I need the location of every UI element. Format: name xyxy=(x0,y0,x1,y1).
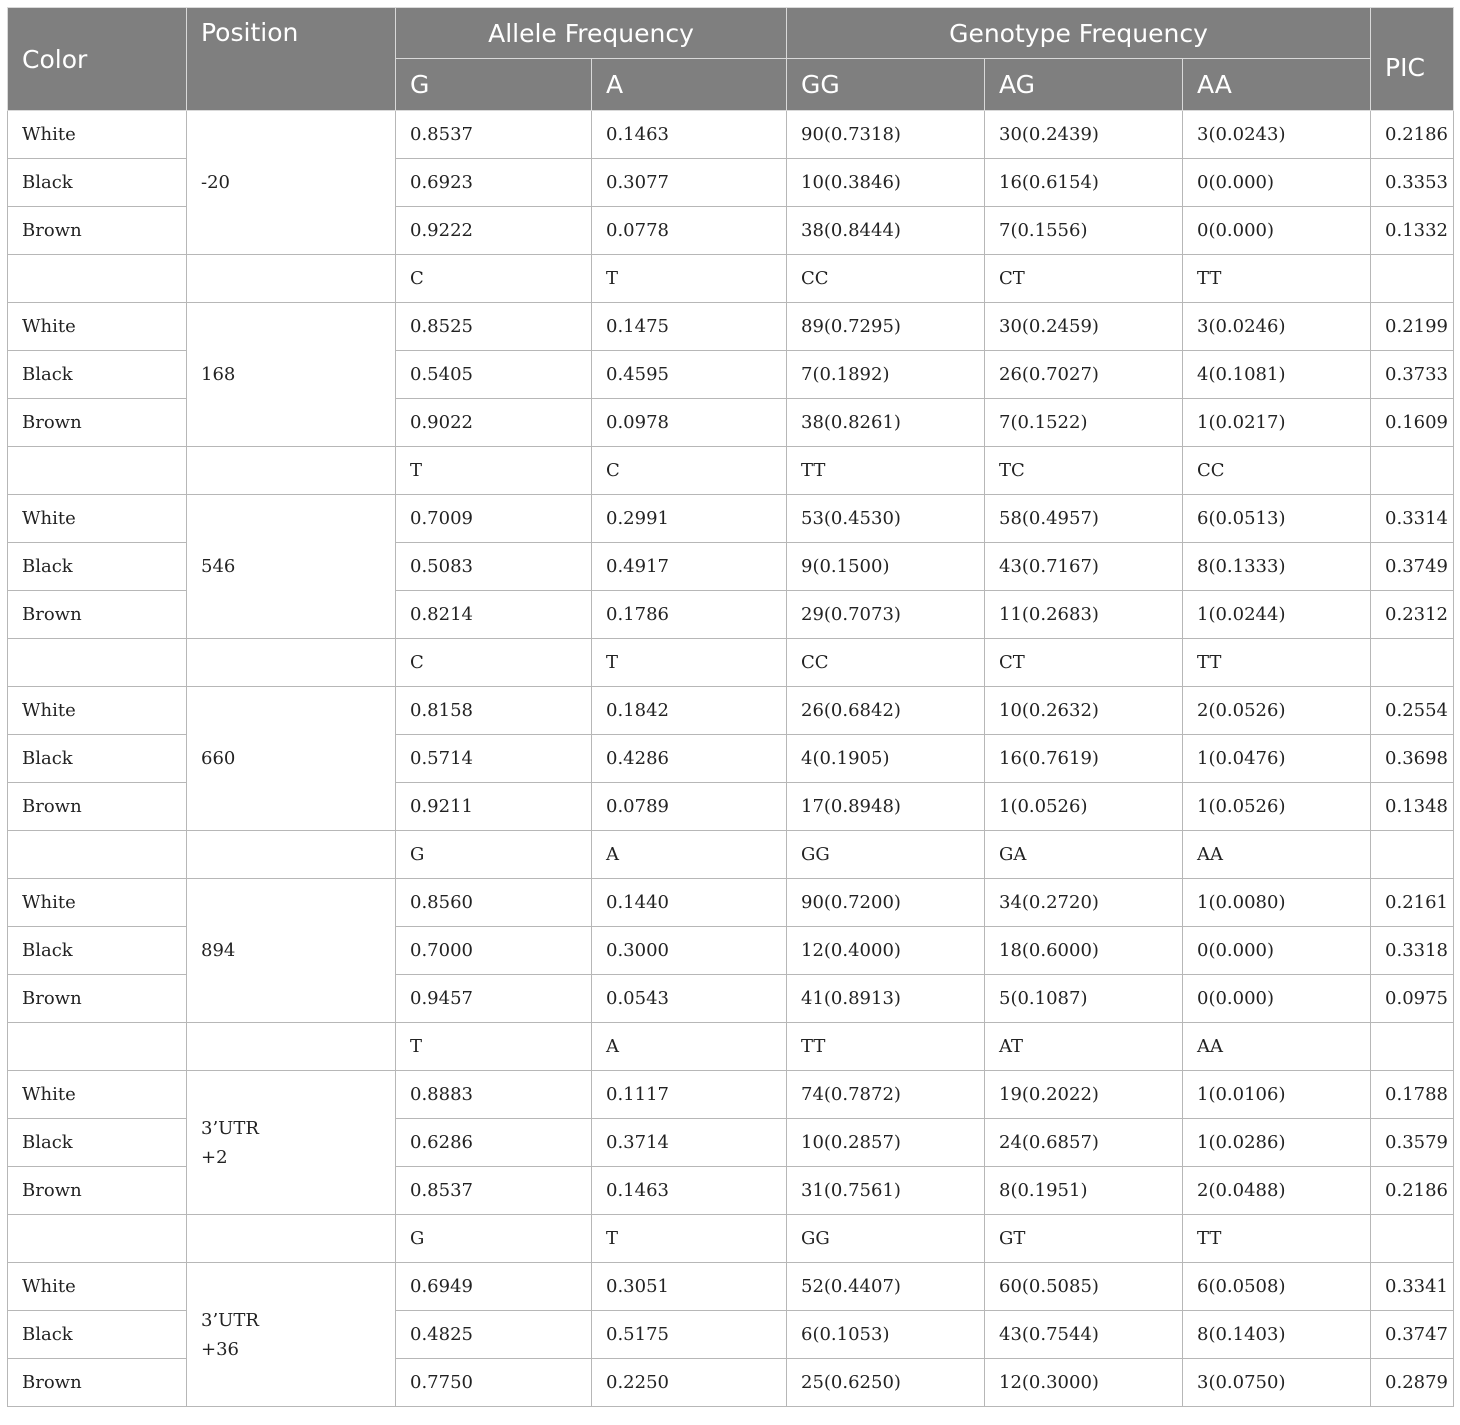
genotype-freq-1: 31(0.7561) xyxy=(787,1167,985,1215)
genotype-freq-3: 3(0.0246) xyxy=(1183,303,1371,351)
genotype-freq-1: 41(0.8913) xyxy=(787,975,985,1023)
allele-freq-1: 0.5405 xyxy=(396,351,592,399)
pic-cell: 0.2186 xyxy=(1371,1167,1454,1215)
genotype-freq-2: 11(0.2683) xyxy=(985,591,1183,639)
allele-label-g3: CC xyxy=(1183,447,1371,495)
color-cell: Black xyxy=(8,1119,187,1167)
color-cell: Brown xyxy=(8,1359,187,1407)
allele-freq-1: 0.7009 xyxy=(396,495,592,543)
genotype-freq-2: 58(0.4957) xyxy=(985,495,1183,543)
genotype-freq-1: 53(0.4530) xyxy=(787,495,985,543)
allele-label-g1: GG xyxy=(787,831,985,879)
allele-freq-1: 0.6286 xyxy=(396,1119,592,1167)
allele-label-g3: AA xyxy=(1183,1023,1371,1071)
pic-cell: 0.1348 xyxy=(1371,783,1454,831)
allele-freq-1: 0.8158 xyxy=(396,687,592,735)
table-row xyxy=(8,111,1454,159)
allele-freq-2: 0.4917 xyxy=(592,543,787,591)
pic-cell: 0.3749 xyxy=(1371,543,1454,591)
allele-label-g1: TT xyxy=(787,1023,985,1071)
color-cell: Brown xyxy=(8,783,187,831)
color-cell: White xyxy=(8,495,187,543)
snp-frequency-table xyxy=(7,7,1454,1407)
genotype-freq-1: 38(0.8261) xyxy=(787,399,985,447)
color-cell: Brown xyxy=(8,975,187,1023)
allele-freq-2: 0.3051 xyxy=(592,1263,787,1311)
genotype-freq-3: 0(0.000) xyxy=(1183,207,1371,255)
genotype-freq-2: 43(0.7167) xyxy=(985,543,1183,591)
genotype-freq-1: 38(0.8444) xyxy=(787,207,985,255)
allele-label-row xyxy=(8,1215,1454,1263)
header-genotype-2: AG xyxy=(985,59,1183,111)
genotype-freq-1: 10(0.3846) xyxy=(787,159,985,207)
allele-label-a1: G xyxy=(396,1215,592,1263)
genotype-freq-1: 6(0.1053) xyxy=(787,1311,985,1359)
allele-label-g2: TC xyxy=(985,447,1183,495)
genotype-freq-3: 1(0.0106) xyxy=(1183,1071,1371,1119)
allele-freq-2: 0.0789 xyxy=(592,783,787,831)
allele-freq-2: 0.5175 xyxy=(592,1311,787,1359)
genotype-freq-3: 0(0.000) xyxy=(1183,975,1371,1023)
allele-freq-2: 0.3000 xyxy=(592,927,787,975)
genotype-freq-1: 90(0.7200) xyxy=(787,879,985,927)
color-cell: Black xyxy=(8,1311,187,1359)
pic-cell: 0.2161 xyxy=(1371,879,1454,927)
empty-cell xyxy=(1371,255,1454,303)
genotype-freq-2: 16(0.7619) xyxy=(985,735,1183,783)
table-row xyxy=(8,303,1454,351)
allele-label-a1: G xyxy=(396,831,592,879)
allele-freq-1: 0.9022 xyxy=(396,399,592,447)
empty-cell xyxy=(1371,1215,1454,1263)
genotype-freq-1: 29(0.7073) xyxy=(787,591,985,639)
empty-cell xyxy=(187,255,396,303)
allele-label-g1: TT xyxy=(787,447,985,495)
allele-freq-1: 0.9457 xyxy=(396,975,592,1023)
allele-freq-2: 0.1117 xyxy=(592,1071,787,1119)
genotype-freq-1: 90(0.7318) xyxy=(787,111,985,159)
genotype-freq-1: 9(0.1500) xyxy=(787,543,985,591)
allele-freq-1: 0.8560 xyxy=(396,879,592,927)
pic-cell: 0.3733 xyxy=(1371,351,1454,399)
genotype-freq-1: 26(0.6842) xyxy=(787,687,985,735)
table-body xyxy=(8,111,1454,1407)
header-genotype-1: GG xyxy=(787,59,985,111)
allele-label-row xyxy=(8,255,1454,303)
genotype-freq-1: 52(0.4407) xyxy=(787,1263,985,1311)
position-cell: 894 xyxy=(187,879,396,1023)
genotype-freq-2: 12(0.3000) xyxy=(985,1359,1183,1407)
allele-label-g1: CC xyxy=(787,639,985,687)
allele-freq-2: 0.3714 xyxy=(592,1119,787,1167)
empty-cell xyxy=(8,639,187,687)
position-cell: -20 xyxy=(187,111,396,255)
allele-freq-1: 0.8537 xyxy=(396,1167,592,1215)
empty-cell xyxy=(187,447,396,495)
pic-cell: 0.2199 xyxy=(1371,303,1454,351)
position-cell: 168 xyxy=(187,303,396,447)
header-pic: PIC xyxy=(1371,8,1454,111)
genotype-freq-3: 2(0.0488) xyxy=(1183,1167,1371,1215)
pic-cell: 0.1332 xyxy=(1371,207,1454,255)
allele-freq-2: 0.4595 xyxy=(592,351,787,399)
pic-cell: 0.1609 xyxy=(1371,399,1454,447)
allele-freq-1: 0.6923 xyxy=(396,159,592,207)
color-cell: Black xyxy=(8,543,187,591)
pic-cell: 0.2554 xyxy=(1371,687,1454,735)
allele-freq-2: 0.1440 xyxy=(592,879,787,927)
allele-freq-2: 0.2991 xyxy=(592,495,787,543)
genotype-freq-3: 1(0.0244) xyxy=(1183,591,1371,639)
header-allele-2: A xyxy=(592,59,787,111)
color-cell: White xyxy=(8,1071,187,1119)
allele-label-g1: GG xyxy=(787,1215,985,1263)
allele-freq-2: 0.1786 xyxy=(592,591,787,639)
allele-label-g2: CT xyxy=(985,639,1183,687)
allele-freq-2: 0.4286 xyxy=(592,735,787,783)
empty-cell xyxy=(1371,447,1454,495)
position-cell: 3’UTR +36 xyxy=(187,1263,396,1407)
position-cell: 546 xyxy=(187,495,396,639)
genotype-freq-2: 18(0.6000) xyxy=(985,927,1183,975)
allele-freq-1: 0.5714 xyxy=(396,735,592,783)
genotype-freq-3: 0(0.000) xyxy=(1183,159,1371,207)
allele-freq-1: 0.5083 xyxy=(396,543,592,591)
allele-label-g3: AA xyxy=(1183,831,1371,879)
empty-cell xyxy=(8,831,187,879)
allele-label-a1: T xyxy=(396,447,592,495)
genotype-freq-1: 4(0.1905) xyxy=(787,735,985,783)
empty-cell xyxy=(8,1023,187,1071)
pic-cell: 0.2312 xyxy=(1371,591,1454,639)
empty-cell xyxy=(187,1023,396,1071)
genotype-freq-2: 5(0.1087) xyxy=(985,975,1183,1023)
position-cell: 3’UTR +2 xyxy=(187,1071,396,1215)
allele-freq-1: 0.4825 xyxy=(396,1311,592,1359)
pic-cell: 0.2879 xyxy=(1371,1359,1454,1407)
allele-freq-2: 0.1475 xyxy=(592,303,787,351)
allele-freq-2: 0.3077 xyxy=(592,159,787,207)
allele-label-a1: C xyxy=(396,639,592,687)
allele-label-a1: T xyxy=(396,1023,592,1071)
allele-label-g3: TT xyxy=(1183,1215,1371,1263)
pic-cell: 0.3747 xyxy=(1371,1311,1454,1359)
color-cell: White xyxy=(8,111,187,159)
genotype-freq-1: 25(0.6250) xyxy=(787,1359,985,1407)
empty-cell xyxy=(8,1215,187,1263)
position-cell: 660 xyxy=(187,687,396,831)
allele-freq-1: 0.9222 xyxy=(396,207,592,255)
genotype-freq-1: 74(0.7872) xyxy=(787,1071,985,1119)
header-position: Position xyxy=(187,8,396,111)
allele-label-a2: T xyxy=(592,255,787,303)
allele-label-g3: TT xyxy=(1183,639,1371,687)
genotype-freq-3: 1(0.0286) xyxy=(1183,1119,1371,1167)
genotype-freq-3: 4(0.1081) xyxy=(1183,351,1371,399)
table-row xyxy=(8,1263,1454,1311)
allele-label-row xyxy=(8,1023,1454,1071)
pic-cell: 0.1788 xyxy=(1371,1071,1454,1119)
genotype-freq-3: 3(0.0243) xyxy=(1183,111,1371,159)
genotype-freq-2: 43(0.7544) xyxy=(985,1311,1183,1359)
allele-freq-2: 0.1463 xyxy=(592,1167,787,1215)
allele-label-g3: TT xyxy=(1183,255,1371,303)
genotype-freq-2: 7(0.1522) xyxy=(985,399,1183,447)
color-cell: White xyxy=(8,1263,187,1311)
genotype-freq-3: 8(0.1333) xyxy=(1183,543,1371,591)
allele-freq-2: 0.2250 xyxy=(592,1359,787,1407)
empty-cell xyxy=(1371,1023,1454,1071)
pic-cell: 0.3579 xyxy=(1371,1119,1454,1167)
genotype-freq-2: 16(0.6154) xyxy=(985,159,1183,207)
genotype-freq-1: 12(0.4000) xyxy=(787,927,985,975)
genotype-freq-2: 8(0.1951) xyxy=(985,1167,1183,1215)
allele-freq-2: 0.1463 xyxy=(592,111,787,159)
genotype-freq-2: 1(0.0526) xyxy=(985,783,1183,831)
genotype-freq-3: 2(0.0526) xyxy=(1183,687,1371,735)
genotype-freq-2: 10(0.2632) xyxy=(985,687,1183,735)
allele-label-a2: T xyxy=(592,1215,787,1263)
empty-cell xyxy=(187,639,396,687)
allele-label-a2: C xyxy=(592,447,787,495)
color-cell: Brown xyxy=(8,207,187,255)
empty-cell xyxy=(8,255,187,303)
color-cell: Black xyxy=(8,351,187,399)
genotype-freq-3: 3(0.0750) xyxy=(1183,1359,1371,1407)
genotype-freq-1: 89(0.7295) xyxy=(787,303,985,351)
allele-label-g2: GA xyxy=(985,831,1183,879)
color-cell: White xyxy=(8,879,187,927)
pic-cell: 0.2186 xyxy=(1371,111,1454,159)
allele-label-g2: GT xyxy=(985,1215,1183,1263)
allele-label-row xyxy=(8,831,1454,879)
pic-cell: 0.3698 xyxy=(1371,735,1454,783)
pic-cell: 0.3353 xyxy=(1371,159,1454,207)
genotype-freq-1: 10(0.2857) xyxy=(787,1119,985,1167)
color-cell: Black xyxy=(8,927,187,975)
allele-label-a2: A xyxy=(592,1023,787,1071)
pic-cell: 0.3341 xyxy=(1371,1263,1454,1311)
color-cell: Brown xyxy=(8,399,187,447)
allele-label-g1: CC xyxy=(787,255,985,303)
allele-label-g2: CT xyxy=(985,255,1183,303)
genotype-freq-2: 30(0.2439) xyxy=(985,111,1183,159)
color-cell: Brown xyxy=(8,591,187,639)
allele-label-row xyxy=(8,639,1454,687)
pic-cell: 0.3314 xyxy=(1371,495,1454,543)
allele-freq-2: 0.0543 xyxy=(592,975,787,1023)
empty-cell xyxy=(187,831,396,879)
genotype-freq-1: 7(0.1892) xyxy=(787,351,985,399)
allele-label-a2: A xyxy=(592,831,787,879)
genotype-freq-1: 17(0.8948) xyxy=(787,783,985,831)
empty-cell xyxy=(1371,831,1454,879)
genotype-freq-2: 7(0.1556) xyxy=(985,207,1183,255)
genotype-freq-2: 19(0.2022) xyxy=(985,1071,1183,1119)
genotype-freq-3: 0(0.000) xyxy=(1183,927,1371,975)
header-allele-frequency: Allele Frequency xyxy=(396,8,787,59)
genotype-freq-3: 1(0.0080) xyxy=(1183,879,1371,927)
genotype-freq-3: 8(0.1403) xyxy=(1183,1311,1371,1359)
allele-freq-2: 0.0778 xyxy=(592,207,787,255)
allele-freq-1: 0.7750 xyxy=(396,1359,592,1407)
allele-freq-1: 0.8214 xyxy=(396,591,592,639)
color-cell: Brown xyxy=(8,1167,187,1215)
color-cell: Black xyxy=(8,159,187,207)
table-row xyxy=(8,879,1454,927)
allele-freq-1: 0.8537 xyxy=(396,111,592,159)
allele-freq-1: 0.8525 xyxy=(396,303,592,351)
color-cell: White xyxy=(8,303,187,351)
genotype-freq-2: 26(0.7027) xyxy=(985,351,1183,399)
allele-freq-2: 0.1842 xyxy=(592,687,787,735)
table-row xyxy=(8,687,1454,735)
header-allele-1: G xyxy=(396,59,592,111)
allele-freq-1: 0.9211 xyxy=(396,783,592,831)
pic-cell: 0.0975 xyxy=(1371,975,1454,1023)
allele-freq-2: 0.0978 xyxy=(592,399,787,447)
empty-cell xyxy=(1371,639,1454,687)
genotype-freq-2: 24(0.6857) xyxy=(985,1119,1183,1167)
allele-freq-1: 0.7000 xyxy=(396,927,592,975)
genotype-freq-3: 1(0.0476) xyxy=(1183,735,1371,783)
empty-cell xyxy=(187,1215,396,1263)
allele-label-a2: T xyxy=(592,639,787,687)
genotype-freq-2: 34(0.2720) xyxy=(985,879,1183,927)
empty-cell xyxy=(8,447,187,495)
genotype-freq-3: 6(0.0513) xyxy=(1183,495,1371,543)
genotype-freq-3: 1(0.0526) xyxy=(1183,783,1371,831)
color-cell: White xyxy=(8,687,187,735)
table-row xyxy=(8,495,1454,543)
table-row xyxy=(8,1071,1454,1119)
header-genotype-3: AA xyxy=(1183,59,1371,111)
allele-freq-1: 0.8883 xyxy=(396,1071,592,1119)
genotype-freq-3: 1(0.0217) xyxy=(1183,399,1371,447)
allele-label-row xyxy=(8,447,1454,495)
genotype-freq-2: 60(0.5085) xyxy=(985,1263,1183,1311)
allele-label-g2: AT xyxy=(985,1023,1183,1071)
header-genotype-frequency: Genotype Frequency xyxy=(787,8,1371,59)
allele-freq-1: 0.6949 xyxy=(396,1263,592,1311)
genotype-freq-3: 6(0.0508) xyxy=(1183,1263,1371,1311)
color-cell: Black xyxy=(8,735,187,783)
allele-label-a1: C xyxy=(396,255,592,303)
header-color: Color xyxy=(8,8,187,111)
genotype-freq-2: 30(0.2459) xyxy=(985,303,1183,351)
pic-cell: 0.3318 xyxy=(1371,927,1454,975)
